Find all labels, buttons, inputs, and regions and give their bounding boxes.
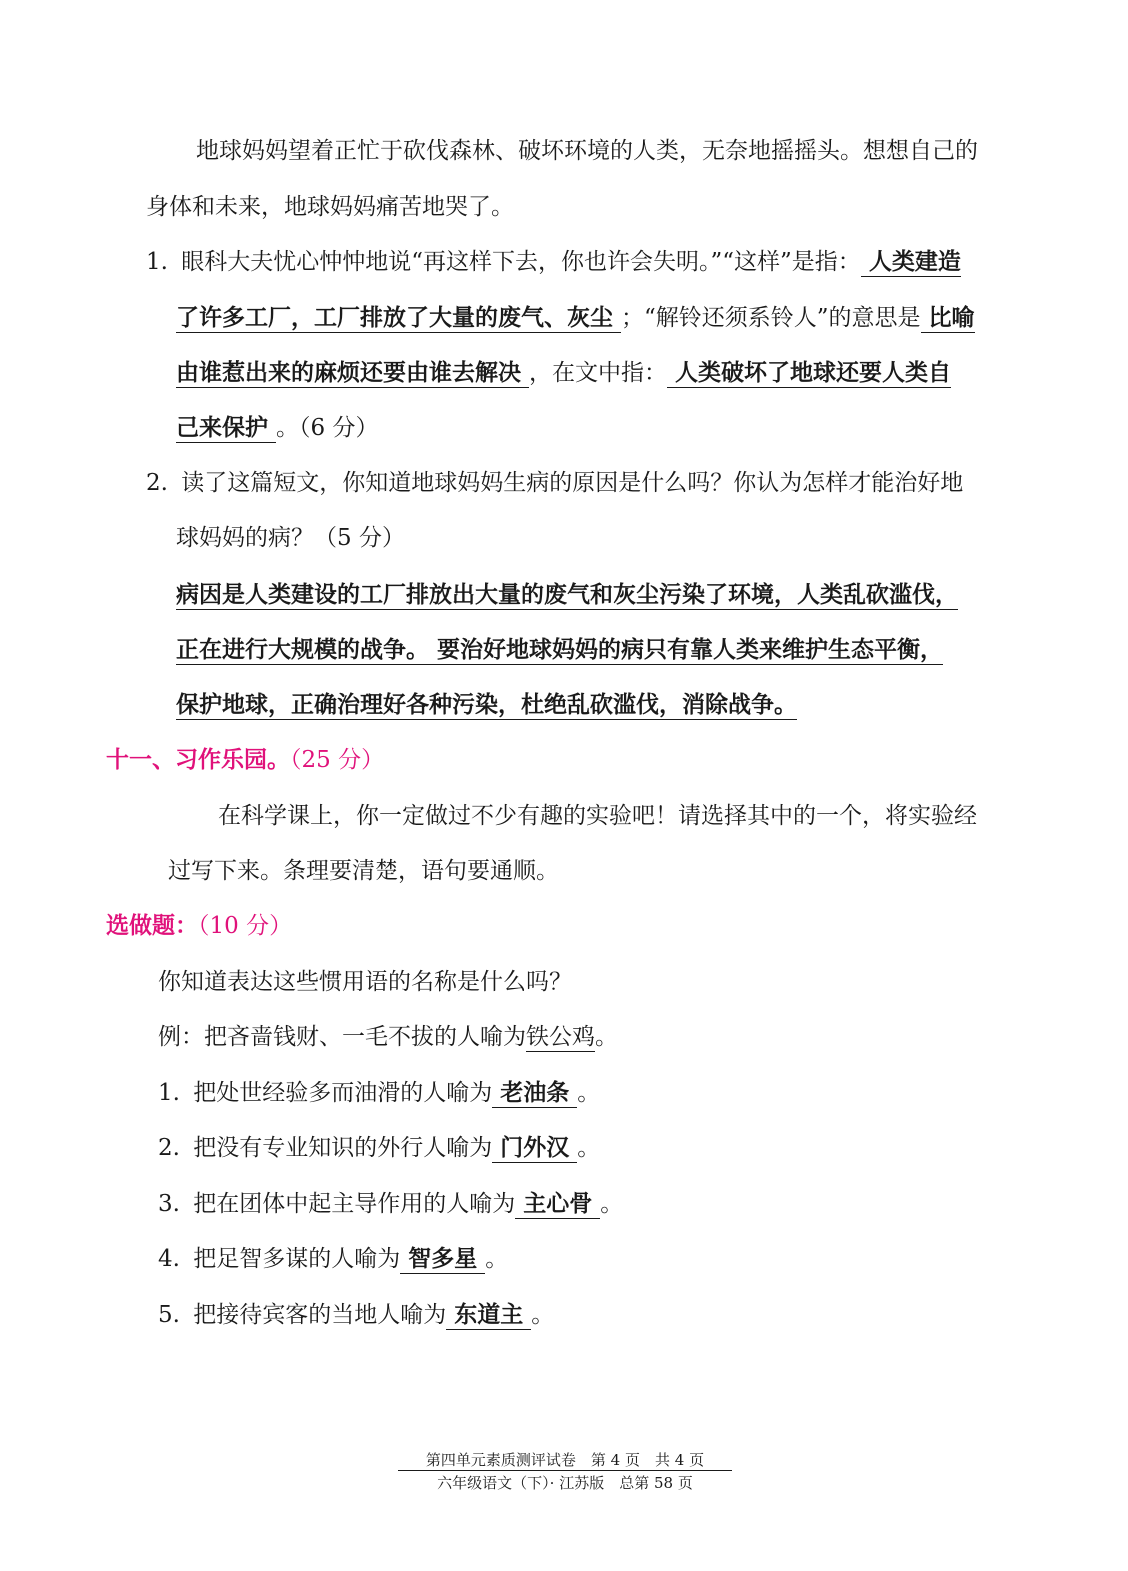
section-11-heading: [106, 745, 384, 775]
item-number: 5.: [158, 1302, 180, 1328]
passage-text: 地球妈妈望着正忙于砍伐森林、破坏环境的人类，无奈地摇摇头。想想自己的: [196, 138, 978, 164]
optional-question-text: 你知道表达这些惯用语的名称是什么吗？: [158, 969, 572, 995]
q2-answer-line-2: [176, 635, 943, 665]
q1-answer-a: 了许多工厂，工厂排放了大量的废气、灰尘: [176, 305, 622, 331]
q2-answer-line-3: [176, 690, 797, 720]
q1-line-2: [176, 303, 975, 333]
q2-answer: 病因是人类建设的工厂排放出大量的废气和灰尘污染了环境，人类乱砍滥伐，: [176, 582, 958, 608]
q2-answer: 保护地球，正确治理好各种污染，杜绝乱砍滥伐，消除战争。: [176, 692, 797, 718]
q1-question-text: ，在文中指：: [529, 360, 668, 386]
q1-score: 。（6 分）: [276, 415, 379, 441]
section-11-line-1: [218, 801, 977, 831]
example-end: 。: [595, 1024, 618, 1050]
optional-item: [158, 1189, 623, 1219]
section-11-line-2: [168, 856, 559, 886]
optional-example: [158, 1022, 618, 1052]
optional-item: [158, 1300, 554, 1330]
q1-line-4: [176, 413, 378, 443]
footer-rule: [398, 1470, 732, 1471]
q2-number: 2.: [146, 470, 168, 496]
optional-item: [158, 1244, 508, 1274]
item-text: 把没有专业知识的外行人喻为: [193, 1135, 493, 1161]
item-number: 4.: [158, 1246, 180, 1272]
footer-line-1: 第四单元素质测评试卷 第 4 页 共 4 页: [425, 1451, 705, 1469]
passage-text: 身体和未来，地球妈妈痛苦地哭了。: [146, 194, 514, 220]
q1-answer-c: 人类破坏了地球还要人类自: [667, 360, 952, 386]
item-text: 把接待宾客的当地人喻为: [193, 1302, 447, 1328]
section-11-title: 十一、习作乐园。: [106, 747, 290, 773]
item-end: 。: [577, 1135, 601, 1161]
q1-answer-c: 己来保护: [176, 415, 277, 441]
item-end: 。: [577, 1080, 601, 1106]
q1-answer-a: 人类建造: [860, 249, 961, 275]
section-11-prompt: 过写下来。条理要清楚，语句要通顺。: [168, 858, 559, 884]
q2-answer: 正在进行大规模的战争。 要治好地球妈妈的病只有靠人类来维护生态平衡，: [176, 637, 944, 663]
q2-question-text: 读了这篇短文，你知道地球妈妈生病的原因是什么吗？你认为怎样才能治好地: [181, 470, 964, 496]
optional-question: [158, 967, 572, 997]
item-answer: 主心骨: [515, 1191, 601, 1217]
q1-number: 1.: [146, 249, 168, 275]
example-text: 例：把吝啬钱财、一毛不拔的人喻为: [158, 1024, 526, 1050]
q1-line-3: [176, 358, 951, 388]
q2-line-2: [176, 523, 405, 553]
q2-line-1: [146, 468, 963, 498]
example-answer: 铁公鸡: [526, 1024, 595, 1050]
q1-question-text: 眼科大夫忧心忡忡地说“再这样下去，你也许会失明。”“这样”是指：: [181, 249, 861, 275]
q2-answer-line-1: [176, 580, 958, 610]
footer-line-2: 六年级语文（下）· 江苏版 总第 58 页: [437, 1474, 693, 1492]
q1-question-text: ；“解铃还须系铃人”的意思是: [621, 305, 921, 331]
item-answer: 门外汉: [492, 1135, 578, 1161]
item-number: 2.: [158, 1135, 180, 1161]
optional-title: 选做题：: [106, 913, 198, 939]
q1-answer-b: 比喻: [920, 305, 975, 331]
item-number: 3.: [158, 1191, 180, 1217]
optional-item: [158, 1078, 600, 1108]
item-answer: 智多星: [400, 1246, 486, 1272]
item-end: 。: [531, 1302, 555, 1328]
q2-question-text: 球妈妈的病？（5 分）: [176, 525, 405, 551]
section-11-prompt: 在科学课上，你一定做过不少有趣的实验吧！请选择其中的一个，将实验经: [218, 803, 977, 829]
item-text: 把在团体中起主导作用的人喻为: [193, 1191, 516, 1217]
item-text: 把处世经验多而油滑的人喻为: [193, 1080, 493, 1106]
passage-line-2: [146, 192, 514, 222]
optional-heading: [106, 911, 292, 941]
q1-answer-b: 由谁惹出来的麻烦还要由谁去解决: [176, 360, 530, 386]
passage-line-1: [196, 136, 978, 166]
item-end: 。: [485, 1246, 509, 1272]
q1-line-1: [146, 247, 961, 277]
item-end: 。: [600, 1191, 624, 1217]
item-text: 把足智多谋的人喻为: [193, 1246, 401, 1272]
item-answer: 老油条: [492, 1080, 578, 1106]
optional-item: [158, 1133, 600, 1163]
item-number: 1.: [158, 1080, 180, 1106]
section-11-score: （25 分）: [290, 747, 385, 773]
optional-score: （10 分）: [198, 913, 293, 939]
item-answer: 东道主: [446, 1302, 532, 1328]
